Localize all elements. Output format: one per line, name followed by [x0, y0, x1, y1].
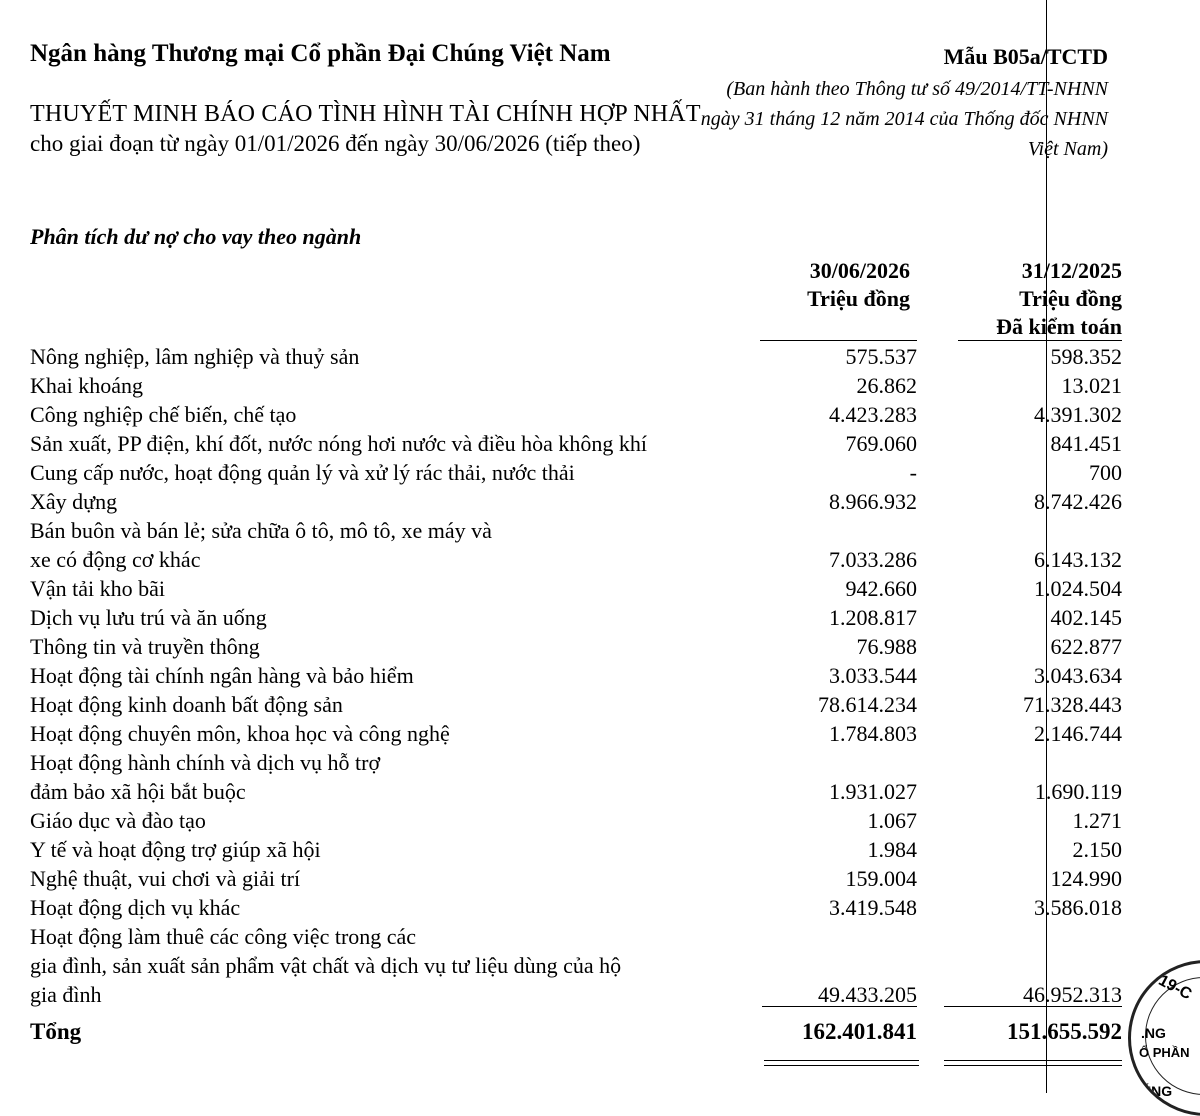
row-label: gia đình — [30, 982, 102, 1007]
row-value-2026: 1.784.803 — [829, 721, 917, 746]
double-underline-col1-b — [764, 1065, 919, 1066]
row-label: Hoạt động tài chính ngân hàng và bảo hiểm — [30, 663, 414, 688]
row-value-2025: 46.952.313 — [1023, 982, 1122, 1007]
row-label: Giáo dục và đào tạo — [30, 808, 206, 833]
row-label: Khai khoáng — [30, 373, 144, 398]
table-row — [0, 719, 1200, 748]
table-row — [0, 893, 1200, 922]
row-label: Nghệ thuật, vui chơi và giải trí — [30, 866, 301, 891]
row-value-2026: 159.004 — [845, 866, 917, 891]
row-value-2025: 4.391.302 — [1034, 402, 1122, 427]
row-label: Xây dựng — [30, 489, 118, 514]
row-value-2026: 3.419.548 — [829, 895, 917, 920]
report-title: THUYẾT MINH BÁO CÁO TÌNH HÌNH TÀI CHÍNH HỢP NHẤT — [30, 101, 701, 127]
row-value-2025: 598.352 — [1050, 344, 1122, 369]
stamp-number: 919-C — [1147, 967, 1195, 1004]
double-underline-col2-b — [944, 1065, 1122, 1066]
row-label: Nông nghiệp, lâm nghiệp và thuỷ sản — [30, 344, 360, 369]
row-label: Hoạt động dịch vụ khác — [30, 895, 241, 920]
form-code: Mẫu B05a/TCTD — [943, 44, 1108, 69]
row-value-2025: 402.145 — [1050, 605, 1122, 630]
column-audited-note: Đã kiểm toán — [996, 314, 1122, 339]
loan-table — [0, 342, 1200, 1009]
table-row — [0, 603, 1200, 632]
row-label: Bán buôn và bán lẻ; sửa chữa ô tô, mô tô, xe máy và — [30, 518, 492, 543]
table-row — [0, 748, 1200, 777]
row-value-2026: 942.660 — [845, 576, 917, 601]
row-label: Hoạt động chuyên môn, khoa học và công nghệ — [30, 721, 450, 746]
report-period: cho giai đoạn từ ngày 01/01/2026 đến ngày 30/06/2026 (tiếp theo) — [30, 131, 641, 156]
table-row — [0, 661, 1200, 690]
total-row — [0, 1016, 1200, 1048]
row-label: Thông tin và truyền thông — [30, 634, 260, 659]
table-row — [0, 951, 1200, 980]
row-value-2025: 2.150 — [1072, 837, 1122, 862]
row-label: Công nghiệp chế biến, chế tạo — [30, 402, 297, 427]
row-value-2025: 2.146.744 — [1034, 721, 1122, 746]
issued-by-note: (Ban hành theo Thông tư số 49/2014/TT-NHNN ngày 31 tháng 12 năm 2014 của Thống đốc NHNN Việt Nam) — [700, 78, 1108, 160]
table-row — [0, 777, 1200, 806]
table-row — [0, 545, 1200, 574]
row-value-2025: 124.990 — [1050, 866, 1122, 891]
table-row — [0, 342, 1200, 371]
row-value-2025: 6.143.132 — [1034, 547, 1122, 572]
table-row — [0, 458, 1200, 487]
row-value-2025: 1.690.119 — [1034, 779, 1122, 804]
table-row — [0, 516, 1200, 545]
row-value-2026: 49.433.205 — [818, 982, 917, 1007]
stamp-text: .NG — [1141, 1025, 1166, 1041]
subtotal-line-col1 — [762, 1006, 917, 1007]
table-row — [0, 922, 1200, 951]
row-label: Cung cấp nước, hoạt động quản lý và xử lý rác thải, nước thải — [30, 460, 575, 485]
row-value-2025: 3.586.018 — [1034, 895, 1122, 920]
row-value-2026: 1.984 — [867, 837, 917, 862]
bank-name: Ngân hàng Thương mại Cổ phần Đại Chúng Việt Nam — [30, 40, 611, 67]
table-row — [0, 864, 1200, 893]
row-label: Hoạt động hành chính và dịch vụ hỗ trợ — [30, 750, 381, 775]
column-date: 30/06/2026 — [809, 258, 910, 283]
section-title: Phân tích dư nợ cho vay theo ngành — [30, 224, 362, 249]
stamp-text: Ổ PHẦN — [1139, 1045, 1190, 1060]
table-row — [0, 632, 1200, 661]
row-value-2026: 8.966.932 — [829, 489, 917, 514]
row-value-2026: - — [909, 460, 917, 485]
row-value-2025: 8.742.426 — [1034, 489, 1122, 514]
row-label: Y tế và hoạt động trợ giúp xã hội — [30, 837, 321, 862]
table-row — [0, 806, 1200, 835]
column-date: 31/12/2025 — [1021, 258, 1122, 283]
row-value-2025: 1.271 — [1072, 808, 1122, 833]
row-value-2025: 1.024.504 — [1034, 576, 1122, 601]
table-row — [0, 574, 1200, 603]
row-label: Vận tải kho bãi — [30, 576, 166, 601]
row-label: Hoạt động làm thuê các công việc trong các — [30, 924, 417, 949]
column-unit: Triệu đồng — [807, 286, 910, 311]
row-value-2026: 26.862 — [856, 373, 917, 398]
table-row — [0, 835, 1200, 864]
stamp-text: ÚNG — [1141, 1083, 1173, 1099]
row-value-2026: 1.931.027 — [829, 779, 917, 804]
row-value-2026: 78.614.234 — [818, 692, 917, 717]
row-value-2026: 1.067 — [867, 808, 917, 833]
row-label: xe có động cơ khác — [30, 547, 201, 572]
row-value-2026: 76.988 — [856, 634, 917, 659]
table-row — [0, 400, 1200, 429]
table-row — [0, 487, 1200, 516]
header-underline-col1 — [760, 340, 917, 341]
table-row — [0, 371, 1200, 400]
row-value-2026: 7.033.286 — [829, 547, 917, 572]
row-label: đảm bảo xã hội bắt buộc — [30, 779, 246, 804]
scan-fold-line — [1046, 0, 1047, 1093]
row-value-2026: 575.537 — [845, 344, 917, 369]
subtotal-line-col2 — [944, 1006, 1122, 1007]
column-header-2026 — [807, 257, 910, 313]
row-value-2025: 841.451 — [1050, 431, 1122, 456]
column-header-2025 — [1019, 257, 1122, 313]
row-value-2026: 3.033.544 — [829, 663, 917, 688]
table-row — [0, 980, 1200, 1009]
row-label: gia đình, sản xuất sản phẩm vật chất và dịch vụ tư liệu dùng của hộ — [30, 953, 622, 978]
row-value-2025: 3.043.634 — [1034, 663, 1122, 688]
row-label: Sản xuất, PP điện, khí đốt, nước nóng hơi nước và điều hòa không khí — [30, 431, 648, 456]
row-value-2026: 4.423.283 — [829, 402, 917, 427]
total-value-2026: 162.401.841 — [802, 1019, 917, 1044]
header-underline-col2 — [958, 340, 1122, 341]
table-row — [0, 690, 1200, 719]
row-value-2025: 71.328.443 — [1023, 692, 1122, 717]
row-label: Hoạt động kinh doanh bất động sản — [30, 692, 343, 717]
table-row — [0, 429, 1200, 458]
row-value-2026: 1.208.817 — [829, 605, 917, 630]
row-value-2025: 622.877 — [1050, 634, 1122, 659]
total-value-2025: 151.655.592 — [1007, 1019, 1122, 1044]
total-label: Tổng — [30, 1019, 82, 1044]
row-value-2025: 13.021 — [1061, 373, 1122, 398]
column-unit: Triệu đồng — [1019, 286, 1122, 311]
row-value-2025: 700 — [1089, 460, 1122, 485]
double-underline-col1-a — [764, 1060, 919, 1061]
row-value-2026: 769.060 — [845, 431, 917, 456]
row-label: Dịch vụ lưu trú và ăn uống — [30, 605, 267, 630]
double-underline-col2-a — [944, 1060, 1122, 1061]
